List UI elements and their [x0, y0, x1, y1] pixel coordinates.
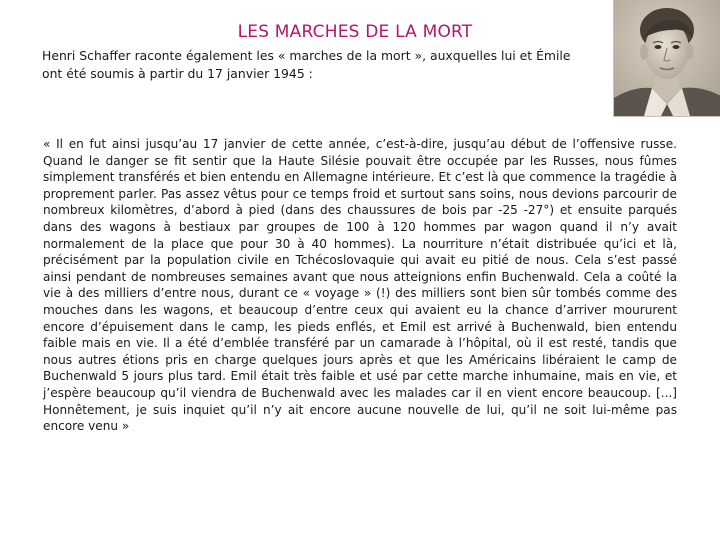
testimony-quote: « Il en fut ainsi jusqu’au 17 janvier de cette année, c’est-à-dire, jusqu’au début de l’offensive russe. Quand le danger se fit sentir que la Haute Silésie pouvait être occupée par les Russes, nous fûmes simplement transférés et bien entendu en Allemagne intérieure. Et c’est là que commence la tragédie à proprement parler. Pas assez vêtus pour ce temps froid et surtout sans soins, nous devions parcourir de nombreux kilomètres, d’abord à pied (dans des chaussures de bois par -25 -27°) et ensuite parqués dans des wagons à bestiaux par groupes de 100 à 120 hommes par wagon quand il n’y avait normalement de la place que pour 30 à 40 hommes). La nourriture n’était distribuée qu’ici et là, précisément par la population civile en Tchécoslovaquie qui avait eu pitié de nous. Cela s’est passé ainsi pendant de nombreuses semaines avant que nous atteignions enfin Buchenwald. Cela a coûté la vie à des milliers d’entre nous, durant ce « voyage » (!) des milliers sont bien sûr tombés comme des mouches dans les wagons, et beaucoup d’entre ceux qui avaient eu la chance d’arriver moururent encore d’épuisement dans le camp, les pieds enflés, et Emil est arrivé à Buchenwald, bien entendu faible mais en vie. Il a été d’emblée transféré par un camarade à l’hôpital, où il est resté, tandis que nous autres étions pris en charge quelques jours après et que les Américains libéraient le camp de Buchenwald 5 jours plus tard. Emil était très faible et usé par cette marche inhumaine, mais en vie, et j’espère beaucoup qu’il viendra de Buchenwald avec les malades car il en vient encore beaucoup. [...] Honnêtement, je suis inquiet qu’il n’y ait encore aucune nouvelle de lui, qu’il ne soit lui-même pas encore venu »: [43, 137, 677, 434]
portrait-photo: [613, 0, 720, 117]
page-title: LES MARCHES DE LA MORT: [237, 22, 473, 42]
intro-paragraph: Henri Schaffer raconte également les « marches de la mort », auxquelles lui et Émile ont été soumis à partir du 17 janvier 1945 :: [42, 48, 571, 81]
